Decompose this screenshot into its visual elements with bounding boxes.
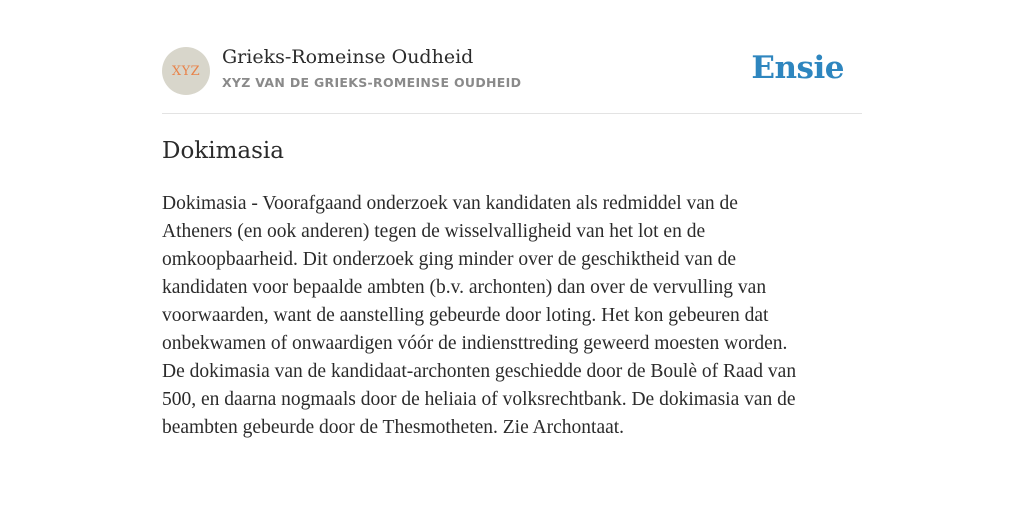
source-title[interactable]: Grieks-Romeinse Oudheid bbox=[222, 46, 474, 68]
entry-body-line: kandidaten voor bepaalde ambten (b.v. archonten) dan over de vervulling van bbox=[162, 277, 767, 298]
source-avatar[interactable]: XYZ bbox=[162, 47, 210, 95]
entry-body-line: Dokimasia - Voorafgaand onderzoek van kandidaten als redmiddel van de bbox=[162, 193, 738, 214]
entry-body-line: omkoopbaarheid. Dit onderzoek ging minder over de geschiktheid van de bbox=[162, 249, 736, 270]
source-subtitle[interactable]: XYZ VAN DE GRIEKS-ROMEINSE OUDHEID bbox=[222, 75, 522, 90]
entry-body-line: 500, en daarna nogmaals door de heliaia of volksrechtbank. De dokimasia van de bbox=[162, 389, 796, 410]
entry-body-line: onbekwamen of onwaardigen vóór de indiensttreding geweerd moesten worden. bbox=[162, 333, 788, 354]
entry-body-line: De dokimasia van de kandidaat-archonten geschiedde door de Boulè of Raad van bbox=[162, 361, 797, 382]
entry-body-line: Atheners (en ook anderen) tegen de wisselvalligheid van het lot en de bbox=[162, 221, 706, 242]
entry-card bbox=[162, 0, 862, 438]
ensie-logo[interactable]: Ensie bbox=[751, 50, 844, 86]
source-header bbox=[162, 0, 862, 114]
entry-body bbox=[162, 190, 862, 442]
entry-body-line: voorwaarden, want de aanstelling gebeurde door loting. Het kon gebeuren dat bbox=[162, 305, 769, 326]
entry-body-line: beambten gebeurde door de Thesmotheten. Zie Archontaat. bbox=[162, 417, 625, 438]
entry-title: Dokimasia bbox=[162, 138, 284, 164]
